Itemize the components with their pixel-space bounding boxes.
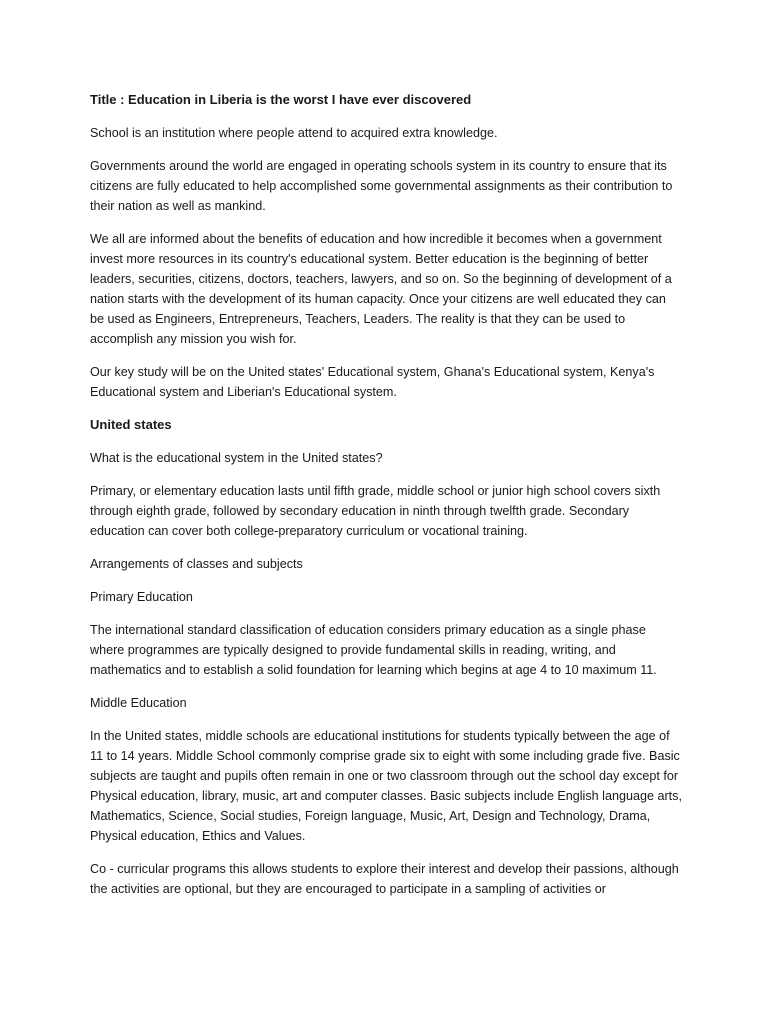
cocurricular-paragraph: Co - curricular programs this allows students to explore their interest and develop their passions, although the activities are optional, but they are encouraged to participate in a sampling of activities or	[90, 862, 679, 896]
document-page	[90, 90, 682, 912]
middle-education-paragraph: In the United states, middle schools are educational institutions for students typically between the age of 11 to 14 years. Middle School commonly comprise grade six to eight with some including grade five. Basic subjects are taught and pupils often remain in one or two classroom through out the school day except for Physical education, library, music, art and computer classes. Basic subjects include English language arts, Mathematics, Science, Social studies, Foreign language, Music, Art, Design and Technology, Drama, Physical education, Ethics and Values.	[90, 729, 682, 843]
primary-education-paragraph: The international standard classification of education considers primary education as a single phase where programmes are typically designed to provide fundamental skills in reading, writing, and mathematics and to establish a solid foundation for learning which begins at age 4 to 10 maximum 11.	[90, 623, 657, 677]
primary-overview-paragraph: Primary, or elementary education lasts until fifth grade, middle school or junior high school covers sixth through eighth grade, followed by secondary education in ninth through twelfth grade. Secondary education can cover both college-preparatory curriculum or vocational training.	[90, 484, 661, 538]
us-question: What is the educational system in the United states?	[90, 451, 383, 465]
benefits-paragraph: We all are informed about the benefits of education and how incredible it becomes when a government invest more resources in its country's educational system. Better education is the beginning of better leaders, securities, citizens, doctors, teachers, lawyers, and so on. So the beginning of development of a nation starts with the development of its human capacity. Once your citizens are well educated they can be used as Engineers, Entrepreneurs, Teachers, Leaders. The reality is that they can be used to accomplish any mission you wish for.	[90, 232, 672, 346]
arrangements-label: Arrangements of classes and subjects	[90, 557, 303, 571]
middle-education-label: Middle Education	[90, 696, 187, 710]
key-study-paragraph: Our key study will be on the United states' Educational system, Ghana's Educational system, Kenya's Educational system and Liberian's Educational system.	[90, 365, 655, 399]
primary-education-label: Primary Education	[90, 590, 193, 604]
intro-paragraph: School is an institution where people attend to acquired extra knowledge.	[90, 126, 498, 140]
governments-paragraph: Governments around the world are engaged in operating schools system in its country to ensure that its citizens are fully educated to help accomplished some governmental assignments as their contribution to their nation as well as mankind.	[90, 159, 673, 213]
united-states-heading: United states	[90, 417, 172, 432]
document-title: Title : Education in Liberia is the worst I have ever discovered	[90, 92, 472, 107]
